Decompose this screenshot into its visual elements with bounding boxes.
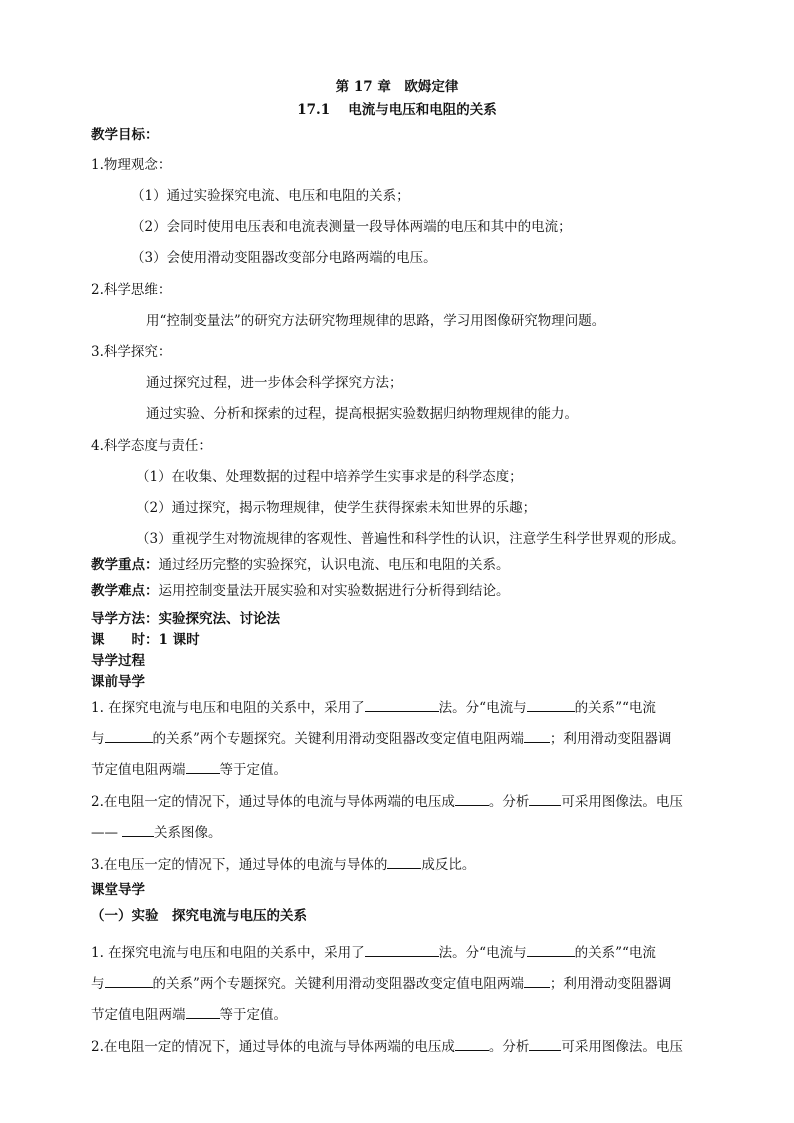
preclass-q2-line-1 bbox=[91, 792, 683, 811]
answer-blank[interactable] bbox=[524, 729, 550, 743]
answer-blank[interactable] bbox=[529, 1037, 561, 1051]
preclass-q1-line-1 bbox=[91, 698, 656, 717]
text: —— bbox=[91, 825, 118, 841]
answer-blank[interactable] bbox=[529, 792, 561, 806]
text: 法。分“电流与 bbox=[438, 700, 527, 716]
answer-blank[interactable] bbox=[186, 1005, 220, 1019]
text: 可采用图像法。电压 bbox=[561, 1039, 683, 1055]
text: 节定值电阻两端 bbox=[91, 1007, 186, 1023]
preclass-q1-line-2 bbox=[91, 729, 671, 748]
answer-blank[interactable] bbox=[455, 792, 489, 806]
objectives-heading: 教学目标： bbox=[91, 127, 159, 143]
inclass-q1-line-1 bbox=[91, 943, 656, 962]
answer-blank[interactable] bbox=[105, 974, 153, 988]
objective-2-heading: 2.科学思维： bbox=[91, 282, 172, 298]
objective-1-item-3: （3）会使用滑动变阻器改变部分电路两端的电压。 bbox=[131, 250, 437, 266]
objective-4-heading: 4.科学态度与责任： bbox=[91, 438, 212, 454]
inclass-q1-line-3 bbox=[91, 1005, 287, 1024]
objective-3-heading: 3.科学探究： bbox=[91, 344, 172, 360]
text: 3.在电压一定的情况下，通过导体的电流与导体的 bbox=[91, 857, 388, 873]
objective-4-item-1: （1）在收集、处理数据的过程中培养学生实事求是的科学态度； bbox=[136, 469, 523, 485]
inclass-q2-line-1 bbox=[91, 1037, 683, 1056]
key-points bbox=[91, 556, 510, 574]
answer-blank[interactable] bbox=[527, 943, 575, 957]
objective-4-item-3: （3）重视学生对物流规律的客观性、普遍性和科学性的认识，注意学生科学世界观的形成。 bbox=[136, 531, 685, 547]
objective-2-item-1: 用“控制变量法”的研究方法研究物理规律的思路，学习用图像研究物理问题。 bbox=[146, 313, 606, 329]
text: 可采用图像法。电压 bbox=[561, 794, 683, 810]
method-line: 导学方法：实验探究法、讨论法 bbox=[91, 611, 280, 627]
text: 法。分“电流与 bbox=[438, 945, 527, 961]
text: 2.在电阻一定的情况下，通过导体的电流与导体两端的电压成 bbox=[91, 794, 455, 810]
answer-blank[interactable] bbox=[105, 729, 153, 743]
answer-blank[interactable] bbox=[524, 974, 550, 988]
answer-blank[interactable] bbox=[122, 823, 154, 837]
experiment-heading: （一）实验 探究电流与电压的关系 bbox=[91, 908, 307, 924]
difficulty bbox=[91, 582, 510, 600]
answer-blank[interactable] bbox=[527, 698, 575, 712]
difficulty-label: 教学难点： bbox=[91, 583, 159, 599]
objective-4-item-2: （2）通过探究，揭示物理规律，使学生获得探索未知世界的乐趣； bbox=[136, 500, 537, 516]
text: 关系图像。 bbox=[154, 825, 222, 841]
text: 成反比。 bbox=[421, 857, 476, 873]
text: 的关系”两个专题探究。关键利用滑动变阻器改变定值电阻两端 bbox=[152, 731, 524, 747]
text: 的关系”“电流 bbox=[574, 700, 656, 716]
answer-blank[interactable] bbox=[455, 1037, 489, 1051]
answer-blank[interactable] bbox=[186, 760, 220, 774]
text: 等于定值。 bbox=[219, 1007, 287, 1023]
text: 1. 在探究电流与电压和电阻的关系中，采用了 bbox=[91, 945, 365, 961]
objective-3-item-1: 通过探究过程，进一步体会科学探究方法； bbox=[146, 375, 403, 391]
text: ；利用滑动变阻器调 bbox=[549, 976, 672, 992]
chapter-title: 第 17 章 欧姆定律 bbox=[335, 79, 459, 95]
hours-line: 课 时：1 课时 bbox=[91, 632, 200, 648]
text: 的关系”“电流 bbox=[574, 945, 656, 961]
objective-1-item-1: （1）通过实验探究电流、电压和电阻的关系； bbox=[131, 188, 410, 204]
text: 等于定值。 bbox=[219, 762, 287, 778]
text: 与 bbox=[91, 731, 105, 747]
text: 。分析 bbox=[488, 794, 530, 810]
preclass-q3 bbox=[91, 855, 475, 874]
text: 。分析 bbox=[488, 1039, 530, 1055]
inclass-q1-line-2 bbox=[91, 974, 671, 993]
text: 节定值电阻两端 bbox=[91, 762, 186, 778]
objective-3-item-2: 通过实验、分析和探索的过程，提高根据实验数据归纳物理规律的能力。 bbox=[146, 406, 578, 422]
answer-blank[interactable] bbox=[365, 698, 439, 712]
section-title: 17.1 电流与电压和电阻的关系 bbox=[297, 102, 497, 118]
text: 1. 在探究电流与电压和电阻的关系中，采用了 bbox=[91, 700, 365, 716]
preclass-q2-line-2 bbox=[91, 823, 222, 842]
preclass-q1-line-3 bbox=[91, 760, 287, 779]
objective-1-heading: 1.物理观念： bbox=[91, 157, 172, 173]
preclass-heading: 课前导学 bbox=[91, 674, 145, 690]
text: ；利用滑动变阻器调 bbox=[549, 731, 672, 747]
process-heading: 导学过程 bbox=[91, 653, 145, 669]
key-points-label: 教学重点： bbox=[91, 557, 159, 573]
text: 的关系”两个专题探究。关键利用滑动变阻器改变定值电阻两端 bbox=[152, 976, 524, 992]
difficulty-text: 运用控制变量法开展实验和对实验数据进行分析得到结论。 bbox=[158, 583, 510, 599]
key-points-text: 通过经历完整的实验探究，认识电流、电压和电阻的关系。 bbox=[158, 557, 510, 573]
answer-blank[interactable] bbox=[387, 855, 421, 869]
inclass-heading: 课堂导学 bbox=[91, 882, 145, 898]
objective-1-item-2: （2）会同时使用电压表和电流表测量一段导体两端的电压和其中的电流； bbox=[131, 219, 572, 235]
answer-blank[interactable] bbox=[365, 943, 439, 957]
text: 2.在电阻一定的情况下，通过导体的电流与导体两端的电压成 bbox=[91, 1039, 455, 1055]
text: 与 bbox=[91, 976, 105, 992]
